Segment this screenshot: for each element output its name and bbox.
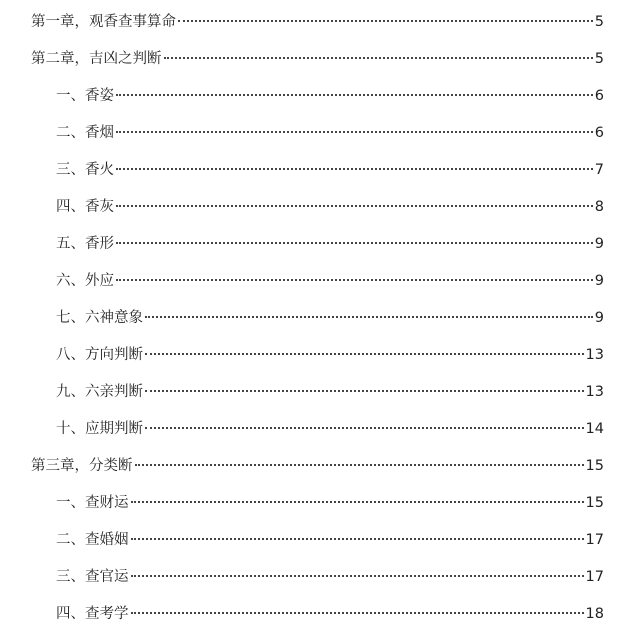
- toc-entry-page: 5: [594, 51, 604, 67]
- toc-entry[interactable]: [0, 414, 640, 451]
- dot-leader: [145, 427, 584, 429]
- dot-leader: [131, 575, 584, 577]
- dot-leader: [116, 279, 593, 281]
- toc-entry[interactable]: [0, 377, 640, 414]
- toc-entry-title: 第一章，观香查事算命: [31, 14, 176, 30]
- dot-leader: [135, 464, 584, 466]
- toc-entry[interactable]: [0, 340, 640, 377]
- toc-entry[interactable]: [0, 44, 640, 81]
- toc-entry-title: 三、查官运: [56, 569, 129, 585]
- toc-entry-page: 9: [594, 236, 604, 252]
- toc-entry[interactable]: [0, 81, 640, 118]
- toc-entry[interactable]: [0, 451, 640, 488]
- toc-entry-title: 十、应期判断: [56, 421, 143, 437]
- toc-entry-title: 四、查考学: [56, 606, 129, 622]
- dot-leader: [145, 316, 593, 318]
- dot-leader: [116, 131, 593, 133]
- toc-entry[interactable]: [0, 599, 640, 636]
- dot-leader: [116, 94, 593, 96]
- dot-leader: [164, 57, 593, 59]
- toc-entry[interactable]: [0, 488, 640, 525]
- toc-entry[interactable]: [0, 192, 640, 229]
- dot-leader: [116, 205, 593, 207]
- dot-leader: [116, 168, 593, 170]
- toc-entry-page: 14: [585, 421, 604, 437]
- table-of-contents: [0, 7, 640, 636]
- toc-entry-title: 九、六亲判断: [56, 384, 143, 400]
- toc-entry-title: 三、香火: [56, 162, 114, 178]
- toc-entry-title: 第二章，吉凶之判断: [31, 51, 162, 67]
- toc-entry-title: 七、六神意象: [56, 310, 143, 326]
- toc-entry[interactable]: [0, 118, 640, 155]
- toc-entry-page: 17: [585, 569, 604, 585]
- dot-leader: [178, 20, 593, 22]
- toc-entry-title: 一、香姿: [56, 88, 114, 104]
- toc-entry[interactable]: [0, 562, 640, 599]
- toc-entry-page: 6: [594, 125, 604, 141]
- dot-leader: [145, 390, 584, 392]
- toc-entry[interactable]: [0, 155, 640, 192]
- toc-entry[interactable]: [0, 7, 640, 44]
- toc-entry-title: 八、方向判断: [56, 347, 143, 363]
- toc-entry-page: 9: [594, 273, 604, 289]
- toc-entry[interactable]: [0, 303, 640, 340]
- toc-entry[interactable]: [0, 525, 640, 562]
- dot-leader: [131, 538, 584, 540]
- toc-entry-page: 13: [585, 384, 604, 400]
- toc-entry[interactable]: [0, 266, 640, 303]
- toc-entry-title: 二、查婚姻: [56, 532, 129, 548]
- dot-leader: [131, 612, 584, 614]
- toc-entry-page: 6: [594, 88, 604, 104]
- toc-entry-page: 8: [594, 199, 604, 215]
- toc-entry-title: 五、香形: [56, 236, 114, 252]
- toc-entry-title: 二、香烟: [56, 125, 114, 141]
- dot-leader: [131, 501, 584, 503]
- toc-entry-page: 17: [585, 532, 604, 548]
- toc-entry-title: 六、外应: [56, 273, 114, 289]
- dot-leader: [116, 242, 593, 244]
- toc-entry[interactable]: [0, 229, 640, 266]
- toc-entry-page: 9: [594, 310, 604, 326]
- toc-entry-title: 四、香灰: [56, 199, 114, 215]
- toc-entry-page: 5: [594, 14, 604, 30]
- toc-entry-page: 15: [585, 458, 604, 474]
- dot-leader: [145, 353, 584, 355]
- toc-entry-page: 15: [585, 495, 604, 511]
- toc-entry-title: 第三章，分类断: [31, 458, 133, 474]
- toc-entry-page: 7: [594, 162, 604, 178]
- toc-entry-page: 13: [585, 347, 604, 363]
- toc-entry-page: 18: [585, 606, 604, 622]
- toc-entry-title: 一、查财运: [56, 495, 129, 511]
